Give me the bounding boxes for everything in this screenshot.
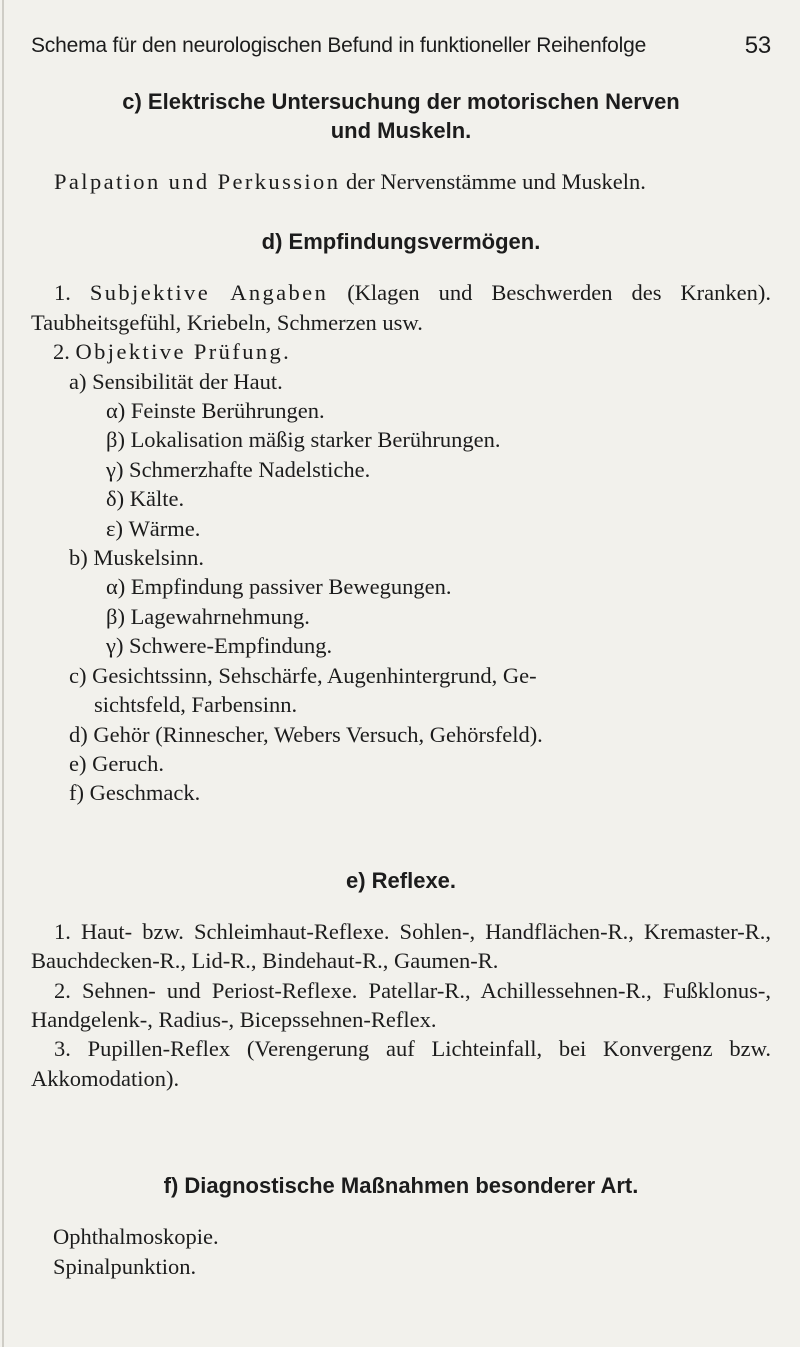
subjective-text: (Klagen und Beschwerden des Kranken). Taubheitsgefühl, Kriebeln, Schmerzen usw. xyxy=(31,280,772,335)
vision-item: c) Gesichtssinn, Sehschärfe, Augenhintergrund, Ge- xyxy=(69,662,537,688)
objective-number: 2. xyxy=(53,339,76,365)
skin-sensibility-label: a) Sensibilität der Haut. xyxy=(69,368,283,394)
taste-item: f) Geschmack. xyxy=(69,780,201,806)
pupil-reflex-item: 3. Pupillen-Reflex (Verengerung auf Lichteinfall, bei Konvergenz bzw. Akkomodation). xyxy=(31,1036,771,1091)
skin-reflexes-item: 1. Haut- bzw. Schleimhaut-Reflexe. Sohlen-, Handflächen-R., Kremaster-R., Bauchdecken-R., Lid-R., Bindehaut-R., Gaumen-R. xyxy=(31,918,771,974)
hearing-item: d) Gehör (Rinnescher, Webers Versuch, Gehörsfeld). xyxy=(69,721,543,747)
section-c-heading-line2: und Muskeln. xyxy=(330,118,472,143)
subjective-item xyxy=(31,278,771,337)
vision-item-continued: sichtsfeld, Farbensinn. xyxy=(94,692,298,718)
section-c-paragraph xyxy=(31,167,771,196)
objective-term: Objektive Prüfung. xyxy=(75,339,292,365)
subjective-term: Subjektive Angaben xyxy=(89,280,329,306)
skin-item: δ) Kälte. xyxy=(106,486,185,512)
section-f-heading: f) Diagnostische Maßnahmen besonderer Art. xyxy=(163,1173,639,1199)
muscle-sense-label: b) Muskelsinn. xyxy=(69,545,204,571)
muscle-item: γ) Schwere-Empfindung. xyxy=(106,633,333,659)
section-d-sensibility xyxy=(31,227,771,807)
running-title: Schema für den neurologischen Befund in funktioneller Reihenfolge xyxy=(31,34,647,57)
page-body xyxy=(31,87,771,1281)
section-c-heading xyxy=(31,87,771,145)
palpation-term: Palpation und Perkussion xyxy=(54,169,341,194)
page-number: 53 xyxy=(744,32,771,59)
section-d-heading: d) Empfindungsvermögen. xyxy=(261,229,541,255)
muscle-item: α) Empfindung passiver Bewegungen. xyxy=(106,574,452,600)
section-e-heading: e) Reflexe. xyxy=(345,867,457,893)
section-c-heading-line1: c) Elektrische Untersuchung der motorischen Nerven xyxy=(122,89,680,114)
section-e-reflexes xyxy=(31,866,771,1093)
objective-item xyxy=(31,337,771,366)
skin-item: γ) Schmerzhafte Nadelstiche. xyxy=(106,456,371,482)
muscle-item: β) Lagewahrnehmung. xyxy=(106,603,310,629)
spinal-puncture-item: Spinalpunktion. xyxy=(53,1253,197,1279)
tendon-reflexes-item: 2. Sehnen- und Periost-Reflexe. Patellar-R., Achillessehnen-R., Fußklonus-, Handgelenk-, Radius-, Bicepssehnen-Reflex. xyxy=(31,977,771,1032)
smell-item: e) Geruch. xyxy=(69,750,164,776)
section-c-electrical-examination xyxy=(31,87,771,196)
skin-item: β) Lokalisation mäßig starker Berührungen. xyxy=(106,427,501,453)
subjective-number: 1. xyxy=(54,280,90,306)
skin-item: ε) Wärme. xyxy=(106,515,201,541)
palpation-text: der Nervenstämme und Muskeln. xyxy=(340,169,646,194)
skin-item: α) Feinste Berührungen. xyxy=(106,398,325,424)
section-f-diagnostic-measures xyxy=(31,1171,771,1281)
page-edge-shadow xyxy=(2,0,4,1347)
ophthalmoscopy-item: Ophthalmoskopie. xyxy=(53,1224,219,1250)
